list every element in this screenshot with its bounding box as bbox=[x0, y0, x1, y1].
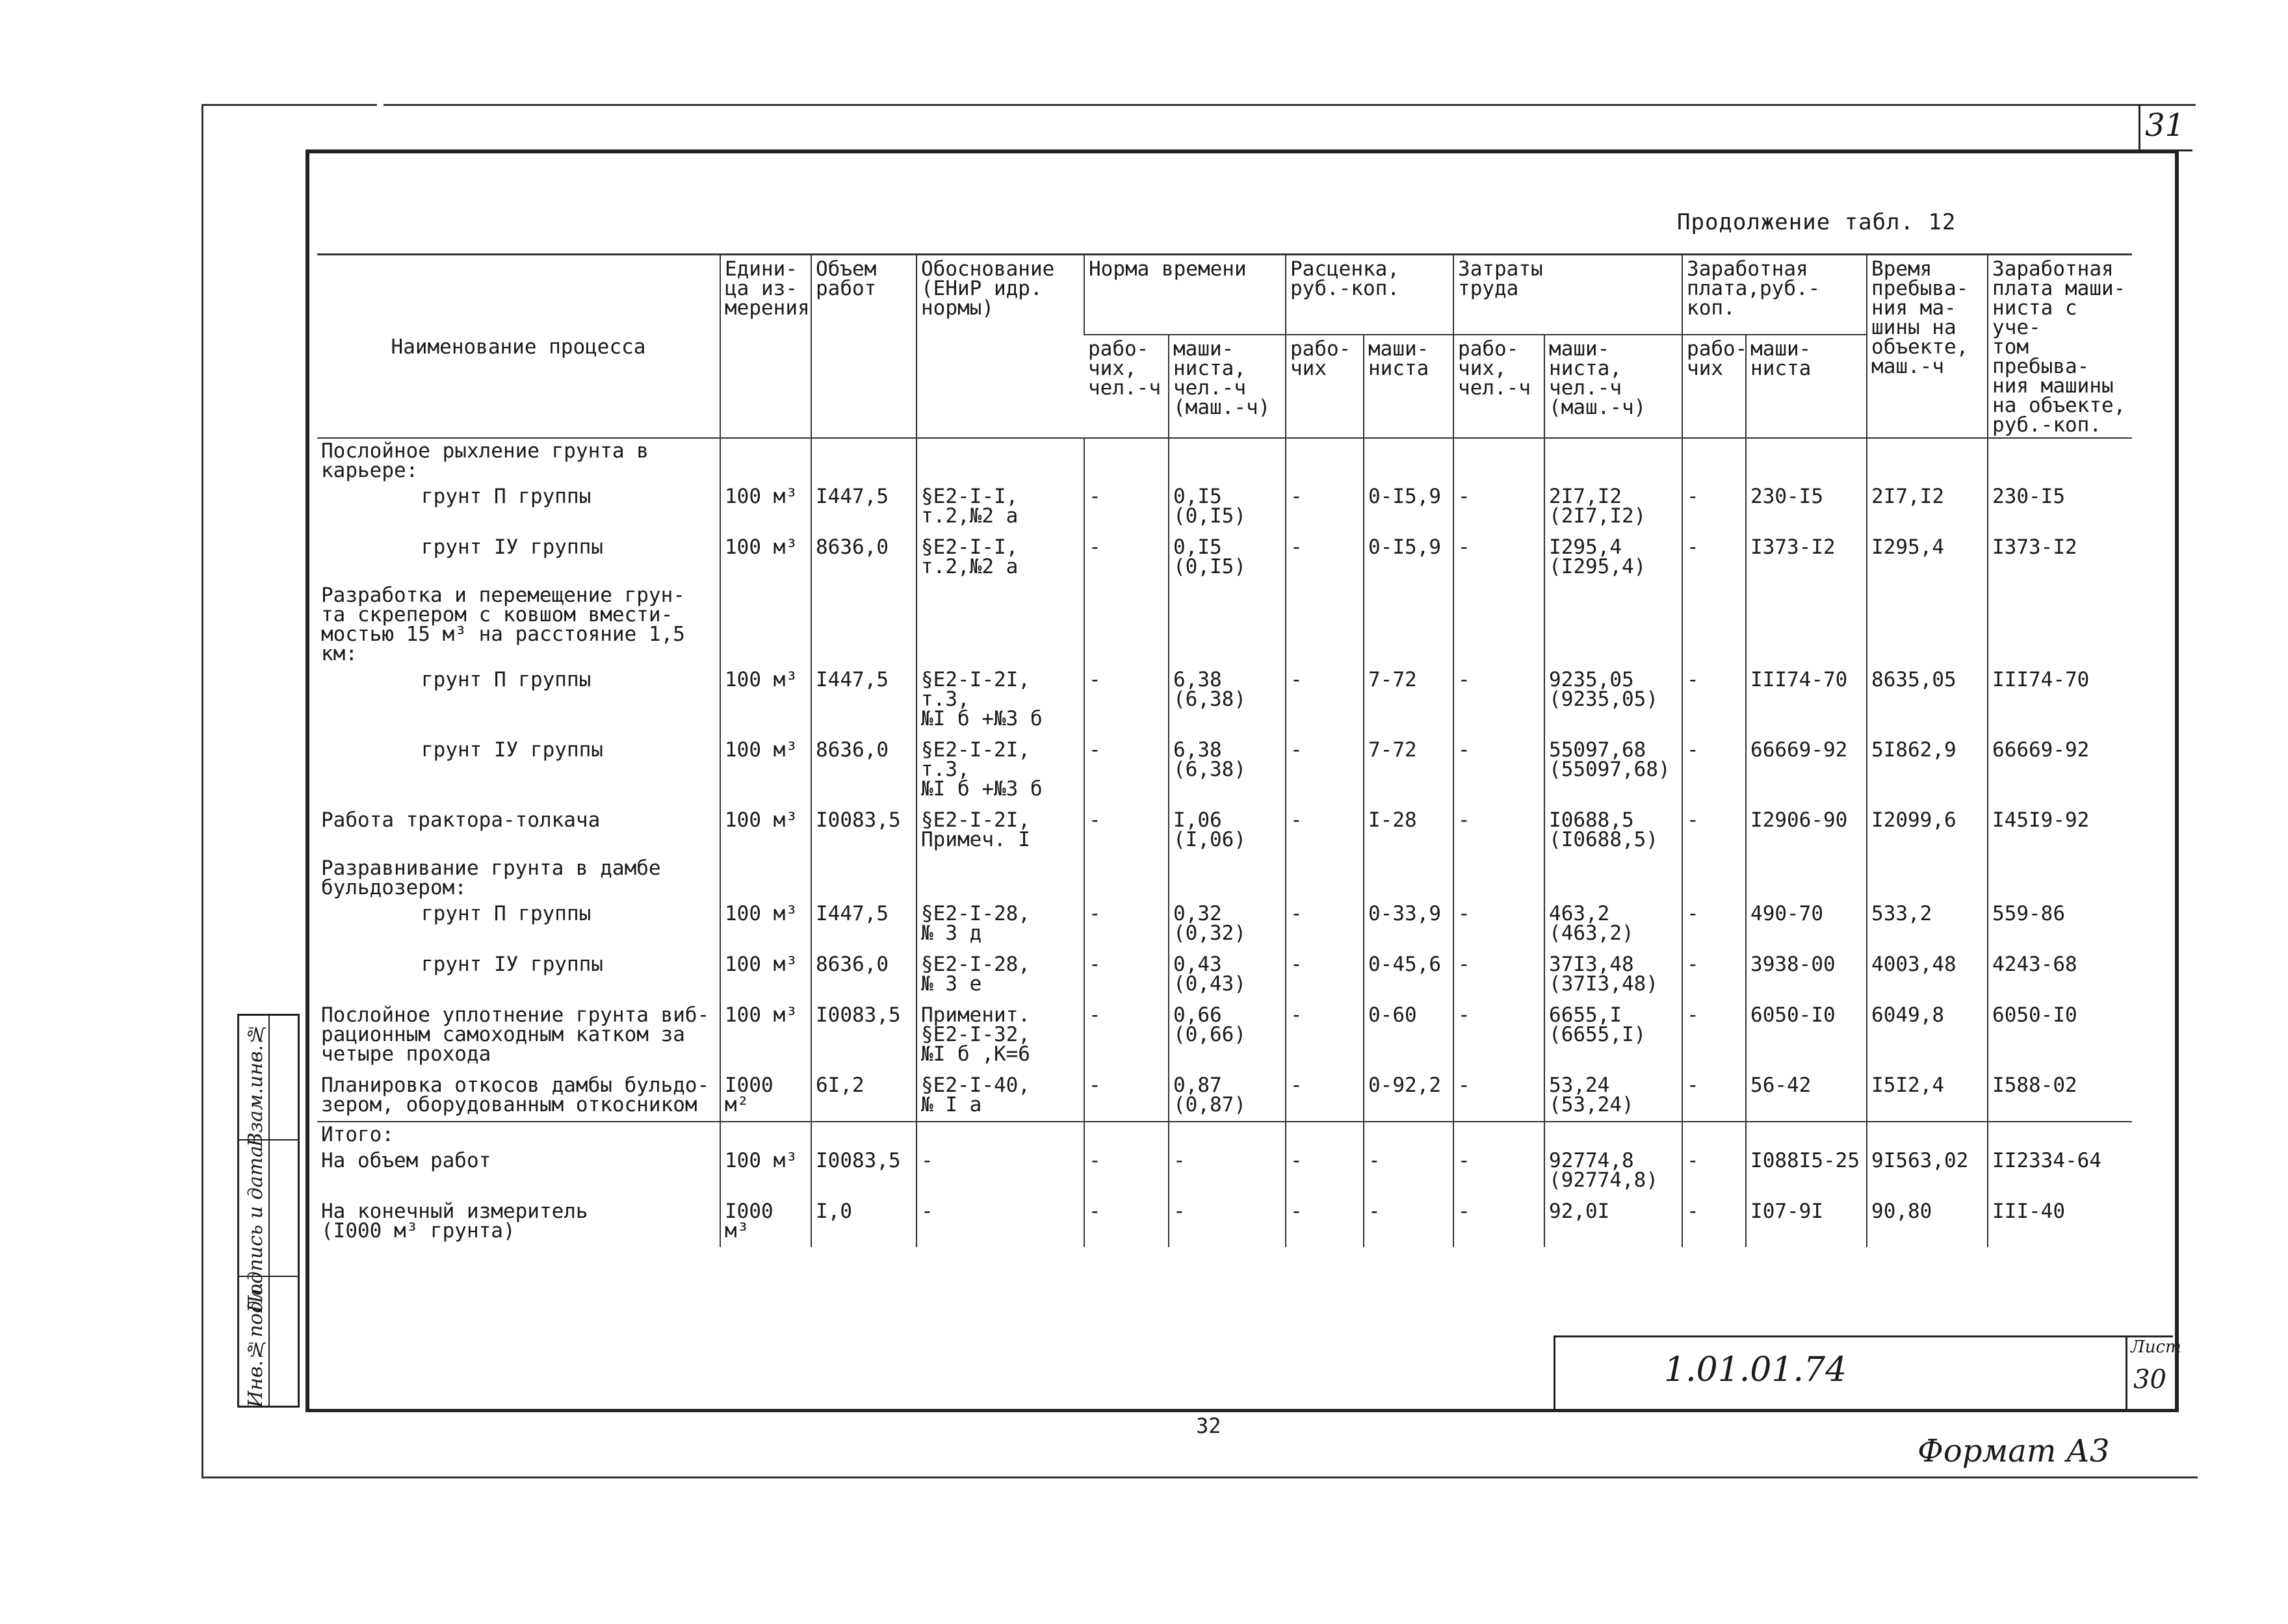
cell-lw: - bbox=[1453, 949, 1544, 1000]
cell-rw: - bbox=[1286, 1146, 1364, 1196]
cell-mw: III-40 bbox=[1988, 1196, 2132, 1247]
cell-mw: I373-I2 bbox=[1988, 532, 2132, 583]
cell-wm: 56-42 bbox=[1746, 1070, 1867, 1122]
cell-vol: 6I,2 bbox=[811, 1070, 916, 1122]
cell-mw: 230-I5 bbox=[1988, 482, 2132, 532]
cell-rm: 7-72 bbox=[1364, 735, 1453, 805]
cell-lw: - bbox=[1453, 1070, 1544, 1122]
cell-ww: - bbox=[1682, 899, 1746, 949]
page-number: 32 bbox=[1196, 1413, 1221, 1438]
header-machine-time: Время пребыва- ния ма- шины на объекте, маш.-ч bbox=[1867, 255, 1988, 439]
cell-vol: 8636,0 bbox=[811, 735, 916, 805]
cell-w: - bbox=[1084, 1070, 1169, 1122]
cell-lm: I295,4 (I295,4) bbox=[1544, 532, 1682, 583]
cell-ww: - bbox=[1682, 1000, 1746, 1070]
stamp-replace-inventory: Взам.инв.№ bbox=[244, 1022, 267, 1147]
table-row bbox=[317, 1070, 2132, 1122]
cell-mt: 533,2 bbox=[1867, 899, 1988, 949]
cell-mw: 66669-92 bbox=[1988, 735, 2132, 805]
cell-vol: I447,5 bbox=[811, 899, 916, 949]
cell-w: - bbox=[1084, 1000, 1169, 1070]
cell-rw: - bbox=[1286, 949, 1364, 1000]
cell-mt: I295,4 bbox=[1867, 532, 1988, 583]
cell-m: I,06 (I,06) bbox=[1169, 805, 1286, 856]
cell-w: - bbox=[1084, 735, 1169, 805]
section-row bbox=[317, 1122, 2132, 1146]
cell-wm: III74-70 bbox=[1746, 665, 1867, 735]
cell-wm: I07-9I bbox=[1746, 1196, 1867, 1247]
header-machine-wage: Заработная плата маши- ниста с уче- том пребыва- ния машины на объекте, руб.-коп. bbox=[1988, 255, 2132, 439]
cell-basis: §Е2-I-40, № I а bbox=[916, 1070, 1084, 1122]
cell-name: Планировка откосов дамбы бульдо- зером, оборудованным откосником bbox=[321, 1074, 710, 1116]
cell-lm: 92,0I bbox=[1544, 1196, 1682, 1247]
cell-ww: - bbox=[1682, 1196, 1746, 1247]
cell-ww: - bbox=[1682, 805, 1746, 856]
cell-lm: I0688,5 (I0688,5) bbox=[1544, 805, 1682, 856]
cell-mw: 559-86 bbox=[1988, 899, 2132, 949]
header-labor: Затраты труда bbox=[1453, 255, 1682, 335]
cell-m: 0,I5 (0,I5) bbox=[1169, 532, 1286, 583]
cell-m: 6,38 (6,38) bbox=[1169, 735, 1286, 805]
cell-basis: §Е2-I-2I, т.3, №I б +№3 б bbox=[916, 665, 1084, 735]
cell-unit: I000 м³ bbox=[720, 1196, 811, 1247]
cell-vol: 8636,0 bbox=[811, 532, 916, 583]
table-row bbox=[317, 482, 2132, 532]
table-row bbox=[317, 1146, 2132, 1196]
cell-mw: 6050-I0 bbox=[1988, 1000, 2132, 1070]
cell-w: - bbox=[1084, 899, 1169, 949]
cell-w: - bbox=[1084, 1196, 1169, 1247]
table-row bbox=[317, 899, 2132, 949]
header-wage: Заработная плата,руб.-коп. bbox=[1682, 255, 1867, 335]
cell-mw: I45I9-92 bbox=[1988, 805, 2132, 856]
cell-ww: - bbox=[1682, 949, 1746, 1000]
cell-basis: - bbox=[916, 1196, 1084, 1247]
cell-mt: 9I563,02 bbox=[1867, 1146, 1988, 1196]
cell-lw: - bbox=[1453, 1000, 1544, 1070]
header-labor-driver: маши- ниста, чел.-ч (маш.-ч) bbox=[1544, 335, 1682, 438]
cell-vol: I0083,5 bbox=[811, 1146, 916, 1196]
cell-unit: 100 м³ bbox=[720, 805, 811, 856]
stamp-inventory: Инв.№подл. bbox=[244, 1282, 267, 1408]
cell-rw: - bbox=[1286, 899, 1364, 949]
cell-w: - bbox=[1084, 949, 1169, 1000]
cell-basis: §Е2-I-2I, т.3, №I б +№3 б bbox=[916, 735, 1084, 805]
cell-lm: 463,2 (463,2) bbox=[1544, 899, 1682, 949]
cell-rw: - bbox=[1286, 482, 1364, 532]
cell-m: - bbox=[1169, 1146, 1286, 1196]
cell-basis: §Е2-I-28, № 3 е bbox=[916, 949, 1084, 1000]
header-basis: Обоснование (ЕНиР идр. нормы) bbox=[916, 255, 1084, 439]
table-row bbox=[317, 1000, 2132, 1070]
cell-lw: - bbox=[1453, 899, 1544, 949]
cell-basis: §Е2-I-2I, Примеч. I bbox=[916, 805, 1084, 856]
cell-vol: I447,5 bbox=[811, 665, 916, 735]
table-row bbox=[317, 805, 2132, 856]
cell-ww: - bbox=[1682, 735, 1746, 805]
cell-lw: - bbox=[1453, 1146, 1544, 1196]
cell-rm: 0-60 bbox=[1364, 1000, 1453, 1070]
cell-w: - bbox=[1084, 805, 1169, 856]
header-wage-driver: маши- ниста bbox=[1746, 335, 1867, 438]
header-norm-time: Норма времени bbox=[1084, 255, 1286, 335]
cell-rm: - bbox=[1364, 1146, 1453, 1196]
table-row bbox=[317, 665, 2132, 735]
cell-mt: I5I2,4 bbox=[1867, 1070, 1988, 1122]
cell-wm: I373-I2 bbox=[1746, 532, 1867, 583]
header-norm-driver: маши- ниста, чел.-ч (маш.-ч) bbox=[1169, 335, 1286, 438]
cell-vol: I0083,5 bbox=[811, 1000, 916, 1070]
header-wage-workers: рабо- чих bbox=[1682, 335, 1746, 438]
cell-wm: I088I5-25 bbox=[1746, 1146, 1867, 1196]
cell-mt: 8635,05 bbox=[1867, 665, 1988, 735]
cell-name: Послойное уплотнение грунта виб- рационным самоходным катком за четыре прохода bbox=[321, 1003, 710, 1066]
cell-lm: 37I3,48 (37I3,48) bbox=[1544, 949, 1682, 1000]
header-rate-driver: маши- ниста bbox=[1364, 335, 1453, 438]
cell-unit: 100 м³ bbox=[720, 532, 811, 583]
cell-rw: - bbox=[1286, 1000, 1364, 1070]
cell-rw: - bbox=[1286, 1070, 1364, 1122]
cell-vol: 8636,0 bbox=[811, 949, 916, 1000]
cell-name: грунт IУ группы bbox=[421, 738, 603, 762]
cell-w: - bbox=[1084, 665, 1169, 735]
cell-w: - bbox=[1084, 532, 1169, 583]
section-row bbox=[317, 438, 2132, 482]
cell-ww: - bbox=[1682, 665, 1746, 735]
section-title: Разравнивание грунта в дамбе бульдозером: bbox=[321, 857, 661, 899]
cell-basis: §Е2-I-I, т.2,№2 а bbox=[916, 482, 1084, 532]
cell-wm: 230-I5 bbox=[1746, 482, 1867, 532]
cell-mw: 4243-68 bbox=[1988, 949, 2132, 1000]
table-row bbox=[317, 1196, 2132, 1247]
cell-lm: 9235,05 (9235,05) bbox=[1544, 665, 1682, 735]
table-row bbox=[317, 949, 2132, 1000]
cell-lw: - bbox=[1453, 1196, 1544, 1247]
cell-name: На объем работ bbox=[321, 1149, 491, 1172]
cell-rm: 0-45,6 bbox=[1364, 949, 1453, 1000]
cell-rm: I-28 bbox=[1364, 805, 1453, 856]
cell-m: 0,66 (0,66) bbox=[1169, 1000, 1286, 1070]
cell-mt: 6049,8 bbox=[1867, 1000, 1988, 1070]
cell-rw: - bbox=[1286, 1196, 1364, 1247]
header-volume: Объем работ bbox=[811, 255, 916, 439]
cell-mw: II2334-64 bbox=[1988, 1146, 2132, 1196]
cell-ww: - bbox=[1682, 1070, 1746, 1122]
section-title: Разработка и перемещение грун- та скрепером с ковшом вмести- мостью 15 м³ на расстояние 1,5 км: bbox=[321, 584, 685, 665]
cell-lm: 6655,I (6655,I) bbox=[1544, 1000, 1682, 1070]
cell-basis: §Е2-I-I, т.2,№2 а bbox=[916, 532, 1084, 583]
cell-mt: 5I862,9 bbox=[1867, 735, 1988, 805]
binding-stamp bbox=[237, 1014, 300, 1408]
cell-unit: 100 м³ bbox=[720, 735, 811, 805]
cell-lw: - bbox=[1453, 665, 1544, 735]
cell-wm: 6050-I0 bbox=[1746, 1000, 1867, 1070]
stamp-signature-date: Подпись и дата bbox=[244, 1146, 267, 1313]
cell-name: грунт П группы bbox=[421, 902, 592, 925]
work-table bbox=[317, 253, 2132, 1247]
cell-lw: - bbox=[1453, 532, 1544, 583]
header-unit: Едини- ца из- мерения bbox=[720, 255, 811, 439]
header-name: Наименование процесса bbox=[317, 255, 720, 439]
cell-m: 0,32 (0,32) bbox=[1169, 899, 1286, 949]
cell-unit: 100 м³ bbox=[720, 1146, 811, 1196]
table-body bbox=[317, 438, 2132, 1247]
cell-rm: 0-33,9 bbox=[1364, 899, 1453, 949]
cell-vol: I447,5 bbox=[811, 482, 916, 532]
corner-number: 31 bbox=[2145, 107, 2185, 144]
cell-wm: I2906-90 bbox=[1746, 805, 1867, 856]
header-labor-workers: рабо- чих, чел.-ч bbox=[1453, 335, 1544, 438]
cell-basis: Применит. §Е2-I-32, №I б ,К=6 bbox=[916, 1000, 1084, 1070]
cell-unit: 100 м³ bbox=[720, 1000, 811, 1070]
cell-mw: I588-02 bbox=[1988, 1070, 2132, 1122]
cell-m: 0,I5 (0,I5) bbox=[1169, 482, 1286, 532]
cell-unit: 100 м³ bbox=[720, 899, 811, 949]
cell-ww: - bbox=[1682, 1146, 1746, 1196]
cell-ww: - bbox=[1682, 532, 1746, 583]
cell-lm: 53,24 (53,24) bbox=[1544, 1070, 1682, 1122]
header-norm-workers: рабо- чих, чел.-ч bbox=[1084, 335, 1169, 438]
cell-name: грунт П группы bbox=[421, 485, 592, 508]
cell-lm: 2I7,I2 (2I7,I2) bbox=[1544, 482, 1682, 532]
cell-mw: III74-70 bbox=[1988, 665, 2132, 735]
cell-name: Работа трактора-толкача bbox=[321, 808, 601, 832]
cell-mt: 4003,48 bbox=[1867, 949, 1988, 1000]
header-rate-workers: рабо- чих bbox=[1286, 335, 1364, 438]
cell-unit: 100 м³ bbox=[720, 665, 811, 735]
table-row bbox=[317, 735, 2132, 805]
cell-mt: 90,80 bbox=[1867, 1196, 1988, 1247]
cell-lw: - bbox=[1453, 735, 1544, 805]
cell-w: - bbox=[1084, 482, 1169, 532]
cell-basis: §Е2-I-28, № 3 д bbox=[916, 899, 1084, 949]
section-row bbox=[317, 856, 2132, 899]
cell-wm: 66669-92 bbox=[1746, 735, 1867, 805]
section-title: Итого: bbox=[317, 1122, 720, 1146]
cell-rm: 7-72 bbox=[1364, 665, 1453, 735]
cell-rm: 0-I5,9 bbox=[1364, 482, 1453, 532]
cell-name: На конечный измеритель (I000 м³ грунта) bbox=[321, 1200, 588, 1243]
cell-name: грунт П группы bbox=[421, 668, 592, 691]
cell-lm: 55097,68 (55097,68) bbox=[1544, 735, 1682, 805]
cell-m: 6,38 (6,38) bbox=[1169, 665, 1286, 735]
cell-rm: - bbox=[1364, 1196, 1453, 1247]
cell-vol: I,0 bbox=[811, 1196, 916, 1247]
continuation-caption: Продолжение табл. 12 bbox=[1677, 209, 1956, 235]
table-row bbox=[317, 532, 2132, 583]
cell-wm: 490-70 bbox=[1746, 899, 1867, 949]
sheet-label: Лист bbox=[2131, 1337, 2181, 1357]
section-title: Послойное рыхление грунта в карьере: bbox=[321, 439, 649, 482]
cell-wm: 3938-00 bbox=[1746, 949, 1867, 1000]
cell-rm: 0-92,2 bbox=[1364, 1070, 1453, 1122]
cell-basis: - bbox=[916, 1146, 1084, 1196]
header-rate: Расценка, руб.-коп. bbox=[1286, 255, 1453, 335]
cell-mt: I2099,6 bbox=[1867, 805, 1988, 856]
section-row bbox=[317, 583, 2132, 665]
cell-lw: - bbox=[1453, 482, 1544, 532]
cell-unit: 100 м³ bbox=[720, 482, 811, 532]
cell-m: - bbox=[1169, 1196, 1286, 1247]
cell-name: грунт IУ группы bbox=[421, 953, 603, 976]
cell-lm: 92774,8 (92774,8) bbox=[1544, 1146, 1682, 1196]
cell-rw: - bbox=[1286, 805, 1364, 856]
cell-w: - bbox=[1084, 1146, 1169, 1196]
format-label: Формат А3 bbox=[1918, 1433, 2110, 1469]
cell-unit: 100 м³ bbox=[720, 949, 811, 1000]
cell-lw: - bbox=[1453, 805, 1544, 856]
document-code: 1.01.01.74 bbox=[1664, 1350, 1847, 1389]
cell-m: 0,43 (0,43) bbox=[1169, 949, 1286, 1000]
cell-ww: - bbox=[1682, 482, 1746, 532]
cell-rw: - bbox=[1286, 735, 1364, 805]
cell-rm: 0-I5,9 bbox=[1364, 532, 1453, 583]
cell-rw: - bbox=[1286, 532, 1364, 583]
sheet-number: 30 bbox=[2133, 1365, 2166, 1395]
cell-vol: I0083,5 bbox=[811, 805, 916, 856]
cell-unit: I000 м² bbox=[720, 1070, 811, 1122]
cell-rw: - bbox=[1286, 665, 1364, 735]
cell-mt: 2I7,I2 bbox=[1867, 482, 1988, 532]
cell-m: 0,87 (0,87) bbox=[1169, 1070, 1286, 1122]
cell-name: грунт IУ группы bbox=[421, 535, 603, 559]
